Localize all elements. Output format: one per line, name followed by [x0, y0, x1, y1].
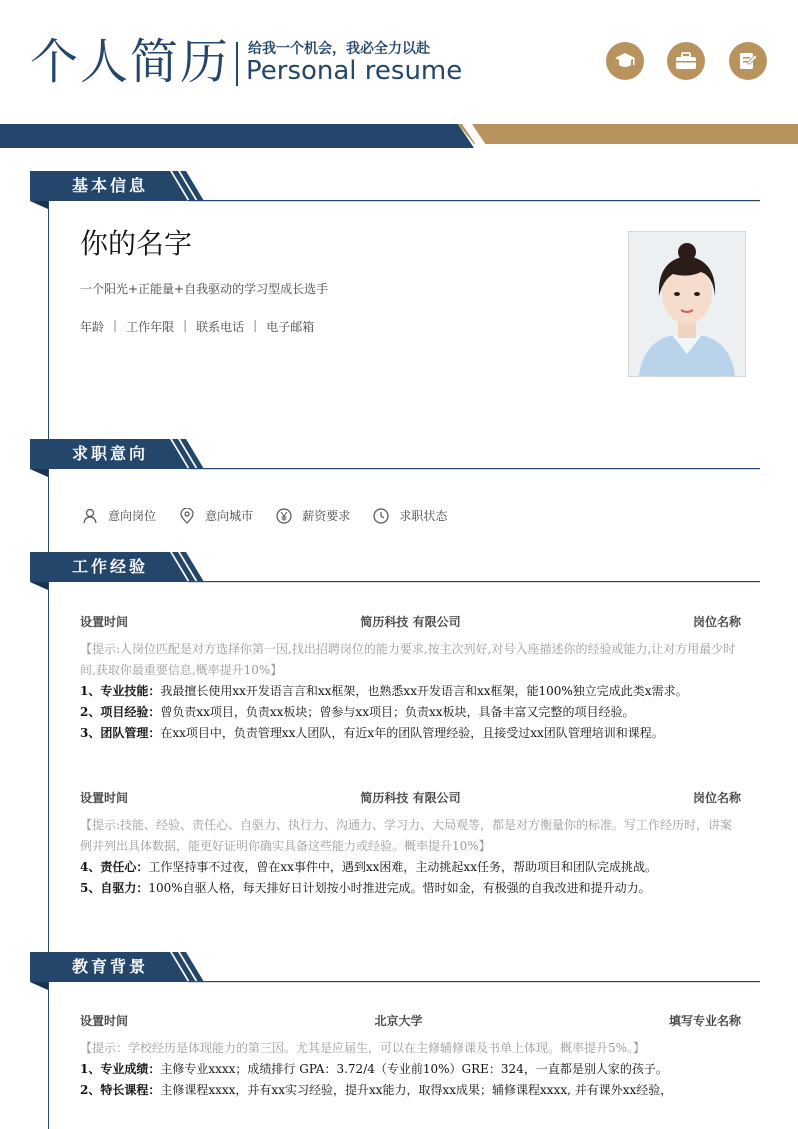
point-text: 工作坚持事不过夜，曾在xx事件中，遇到xx困难，主动挑起xx任务，帮助项目和团队完成挑战。	[148, 860, 657, 874]
work-entry-1	[80, 613, 741, 744]
point-label: 2、项目经验：	[80, 705, 161, 719]
work-position: 岗位名称	[692, 791, 741, 805]
edu-school: 北京大学	[374, 1014, 423, 1028]
work-hint: 【提示:人岗位匹配是对方选择你第一因,找出招聘岗位的能力要求,按主次列好,对号入座描述你的经验或能力,让对方用最少时间,获取你最重要信息,概率提升10%】	[80, 642, 736, 677]
field-phone: 联系电话	[196, 320, 245, 334]
tagline: 一个阳光+正能量+自我驱动的学习型成长选手	[80, 282, 329, 296]
intent-status[interactable]	[373, 507, 447, 524]
field-age: 年龄	[80, 320, 105, 334]
edu-point	[80, 1059, 741, 1080]
field-separator: |	[253, 318, 258, 332]
intent-status-label: 求职状态	[399, 509, 448, 523]
edu-time: 设置时间	[80, 1014, 129, 1028]
header-divider	[236, 42, 238, 86]
work-position: 岗位名称	[692, 615, 741, 629]
profile-photo[interactable]	[628, 231, 746, 377]
point-text: 在xx项目中，负责管理xx人团队，有近x年的团队管理经验，且接受过xx团队管理培训和课程。	[160, 726, 664, 740]
field-work-years: 工作年限	[126, 320, 175, 334]
work-company: 简历科技 有限公司	[360, 791, 461, 805]
work-company: 简历科技 有限公司	[360, 615, 461, 629]
edu-point	[80, 1080, 741, 1101]
edu-major: 填写专业名称	[668, 1014, 741, 1028]
resume-title-en: Personal resume	[246, 56, 463, 86]
point-text: 主修专业xxxx；成绩排行 GPA：3.72/4（专业前10%）GRE：324，一直都是别人家的孩子。	[160, 1062, 668, 1076]
work-point	[80, 878, 741, 899]
slogan: 给我一个机会，我必全力以赴	[248, 41, 430, 57]
work-point	[80, 857, 741, 878]
point-label: 4、责任心：	[80, 860, 149, 874]
intent-position-label: 意向岗位	[108, 509, 157, 523]
field-email: 电子邮箱	[266, 320, 315, 334]
work-entry-header	[80, 613, 741, 630]
edit-note-icon	[729, 42, 767, 80]
work-time: 设置时间	[80, 615, 129, 629]
location-icon	[179, 508, 195, 524]
work-point	[80, 702, 741, 723]
intent-salary[interactable]	[276, 507, 350, 524]
person-icon	[82, 508, 98, 524]
education-header	[80, 1012, 741, 1029]
section-header-intent	[30, 439, 760, 469]
point-label: 2、特长课程：	[80, 1083, 161, 1097]
point-text: 我最擅长使用xx开发语言言和xx框架，也熟悉xx开发语言和xx框架，能100%独立完成此类x需求。	[160, 684, 688, 698]
section-label: 求职意向	[72, 444, 149, 463]
intent-salary-label: 薪资要求	[302, 509, 351, 523]
basic-fields	[80, 318, 314, 335]
section-label: 工作经验	[72, 557, 149, 576]
field-separator: |	[183, 318, 188, 332]
work-point	[80, 723, 741, 744]
field-separator: |	[113, 318, 118, 332]
candidate-name: 你的名字	[80, 227, 193, 260]
point-text: 主修课程xxxx，并有xx实习经验，提升xx能力，取得xx成果；辅修课程xxxx, 并有课外xx经验，	[160, 1083, 673, 1097]
work-point	[80, 681, 741, 702]
resume-title-cn: 个人简历	[30, 34, 231, 90]
section-label: 教育背景	[72, 957, 149, 976]
point-label: 3、团队管理：	[80, 726, 161, 740]
section-header-basic	[30, 171, 760, 201]
intent-city-label: 意向城市	[205, 509, 254, 523]
briefcase-icon	[667, 42, 705, 80]
section-label: 基本信息	[72, 176, 149, 195]
point-label: 5、自驱力：	[80, 881, 149, 895]
intent-list	[82, 507, 465, 528]
work-time: 设置时间	[80, 791, 129, 805]
point-label: 1、专业技能：	[80, 684, 161, 698]
section-header-education	[30, 952, 760, 982]
yen-icon	[276, 508, 292, 524]
edu-hint: 【提示：学校经历是体现能力的第三因。尤其是应届生，可以在主修辅修课及书单上体现。概率提升5%。】	[80, 1041, 646, 1055]
point-text: 100%自驱人格，每天排好日计划按小时推进完成。惜时如金，有极强的自我改进和提升动力。	[148, 881, 651, 895]
point-label: 1、专业成绩：	[80, 1062, 161, 1076]
header-band	[0, 124, 798, 148]
clock-icon	[373, 508, 389, 524]
section-header-work	[30, 552, 760, 582]
point-text: 曾负责xx项目，负责xx板块；曾参与xx项目；负责xx板块，具备丰富又完整的项目经验。	[160, 705, 635, 719]
graduation-cap-icon	[606, 42, 644, 80]
education-entry	[80, 1012, 741, 1101]
intent-position[interactable]	[82, 507, 156, 524]
work-entry-header	[80, 789, 741, 806]
work-entry-2	[80, 789, 741, 899]
work-hint: 【提示:技能、经验、责任心、自驱力、执行力、沟通力、学习力、大局观等，都是对方衡量你的标准。写工作经历时，讲案例并列出具体数据，能更好证明你确实具备这些能力或经验。概率提升10%】	[80, 818, 733, 853]
intent-city[interactable]	[179, 507, 253, 524]
